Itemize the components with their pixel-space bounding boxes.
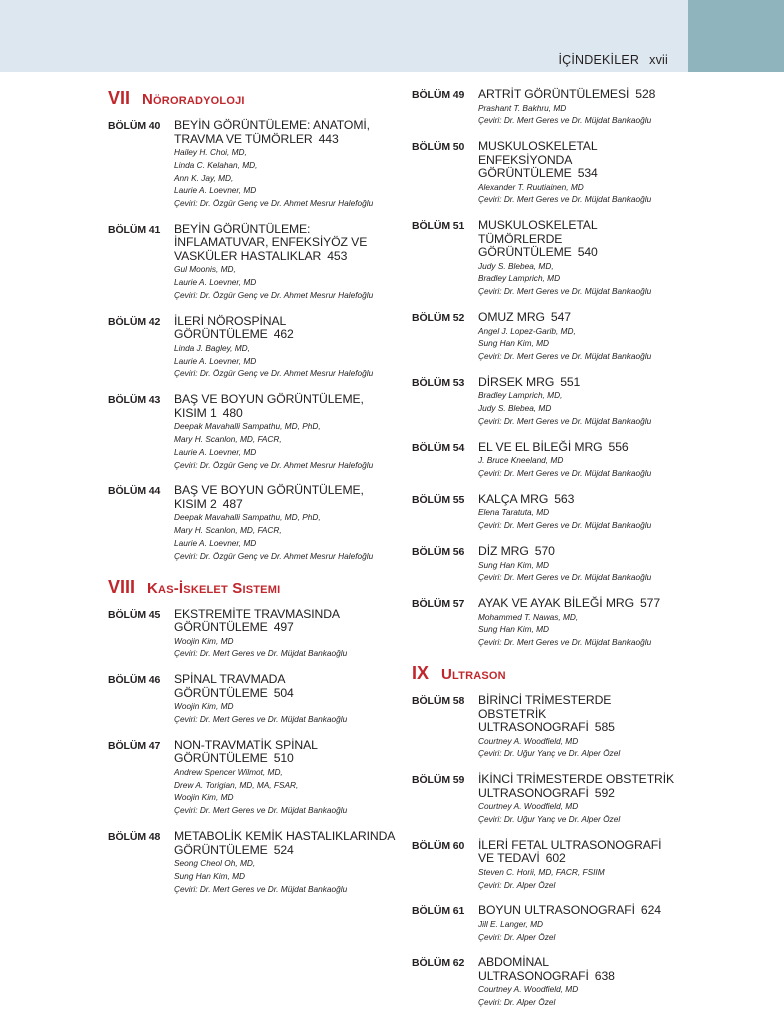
translator-line: Çeviri: Dr. Mert Geres ve Dr. Müjdat Bankaoğlu — [478, 194, 652, 205]
toc-entry[interactable] — [108, 119, 398, 210]
chapter-label: BÖLÜM 59 — [412, 774, 465, 787]
chapter-page: 453 — [327, 248, 348, 263]
author-line: Elena Taratuta, MD — [478, 507, 550, 518]
author-line: Deepak Mavahalli Sampathu, MD, PhD, — [174, 512, 321, 523]
toc-entry[interactable] — [108, 830, 398, 895]
author-line: Sung Han Kim, MD — [174, 870, 246, 881]
chapter-label: BÖLÜM 49 — [412, 89, 465, 101]
author-line: J. Bruce Kneeland, MD — [478, 455, 564, 466]
author-line: Courtney A. Woodfield, MD — [478, 984, 579, 995]
chapter-title-line — [174, 223, 398, 264]
chapter-label: BÖLÜM 45 — [108, 608, 161, 621]
chapter-label: BÖLÜM 40 — [108, 120, 161, 132]
toc-entry[interactable] — [412, 441, 680, 480]
chapter-page: 624 — [640, 903, 661, 918]
part-numeral: IX — [412, 663, 430, 684]
running-head-title: İÇİNDEKİLER — [558, 53, 640, 67]
chapter-label: BÖLÜM 62 — [412, 957, 465, 970]
chapter-title-line — [478, 493, 680, 507]
author-line: Woojin Kim, MD — [174, 792, 234, 803]
chapter-body — [174, 830, 398, 895]
chapter-page: 540 — [577, 245, 598, 260]
chapter-body — [478, 219, 680, 298]
chapter-body — [478, 839, 680, 892]
part-heading — [108, 577, 398, 598]
chapter-page: 638 — [594, 968, 615, 983]
chapter-label: BÖLÜM 52 — [412, 312, 465, 325]
author-line: Bradley Lamprich, MD — [478, 273, 561, 284]
chapter-title: BİRİNCİ TRİMESTERDE OBSTETRİK ULTRASONOGRAFİ — [478, 693, 612, 735]
toc-entry[interactable] — [108, 223, 398, 302]
chapter-page: 524 — [273, 842, 294, 857]
chapter-title: İLERİ NÖROSPİNAL GÖRÜNTÜLEME — [174, 313, 286, 342]
chapter-title: MUSKULOSKELETAL ENFEKSİYONDA GÖRÜNTÜLEME — [478, 139, 598, 181]
toc-entry[interactable] — [412, 311, 680, 363]
author-line: Alexander T. Ruutiainen, MD — [478, 181, 584, 192]
chapter-body — [174, 119, 398, 210]
toc-entry[interactable] — [108, 608, 398, 661]
chapter-label: BÖLÜM 41 — [108, 223, 161, 236]
chapter-label: BÖLÜM 50 — [412, 141, 465, 154]
chapter-title-line — [174, 315, 398, 342]
chapter-title-line — [478, 956, 680, 983]
chapter-title: DİZ MRG — [478, 544, 529, 559]
author-line: Woojin Kim, MD — [174, 701, 234, 712]
chapter-title: BAŞ VE BOYUN GÖRÜNTÜLEME, KISIM 1 — [174, 392, 364, 420]
chapter-body — [174, 223, 398, 302]
chapter-page: 510 — [273, 751, 294, 766]
chapter-title-line — [478, 545, 680, 559]
chapter-title: BEYİN GÖRÜNTÜLEME: İNFLAMATUVAR, ENFEKSİYÖZ VE VASKÜLER HASTALIKLAR — [174, 221, 368, 263]
chapter-title-line — [478, 140, 680, 181]
toc-entry[interactable] — [412, 773, 680, 826]
chapter-body — [174, 315, 398, 380]
chapter-title-line — [478, 597, 680, 611]
toc-entry[interactable] — [412, 904, 680, 943]
translator-line: Çeviri: Dr. Mert Geres ve Dr. Müjdat Bankaoğlu — [478, 351, 652, 362]
part-heading — [412, 663, 680, 684]
author-line: Laurie A. Loevner, MD — [174, 185, 257, 196]
chapter-body — [478, 140, 680, 206]
translator-line: Çeviri: Dr. Mert Geres ve Dr. Müjdat Bankaoğlu — [174, 714, 348, 725]
toc-entry[interactable] — [412, 694, 680, 760]
author-line: Linda C. Kelahan, MD, — [174, 159, 258, 170]
chapter-title: METABOLİK KEMİK HASTALIKLARINDA GÖRÜNTÜLEME — [174, 829, 395, 857]
chapter-title: BEYİN GÖRÜNTÜLEME: ANATOMİ, TRAVMA VE TÜMÖRLER — [174, 118, 370, 146]
translator-line: Çeviri: Dr. Mert Geres ve Dr. Müjdat Bankaoğlu — [478, 468, 652, 479]
chapter-title: SPİNAL TRAVMADA GÖRÜNTÜLEME — [174, 672, 285, 700]
translator-line: Çeviri: Dr. Özgür Genç ve Dr. Ahmet Mesrur Halefoğlu — [174, 198, 374, 209]
translator-line: Çeviri: Dr. Alper Özel — [478, 931, 556, 942]
translator-line: Çeviri: Dr. Özgür Genç ve Dr. Ahmet Mesrur Halefoğlu — [174, 550, 374, 561]
chapter-body — [174, 393, 398, 471]
translator-line: Çeviri: Dr. Mert Geres ve Dr. Müjdat Bankaoğlu — [478, 520, 652, 531]
chapter-page: 480 — [222, 405, 243, 420]
chapter-title-line — [478, 88, 680, 102]
translator-line: Çeviri: Dr. Alper Özel — [478, 879, 556, 890]
chapter-label: BÖLÜM 58 — [412, 695, 465, 708]
chapter-body — [478, 311, 680, 363]
author-line: Laurie A. Loevner, MD — [174, 538, 257, 549]
chapter-title-line — [478, 773, 680, 800]
author-line: Ann K. Jay, MD, — [174, 172, 234, 183]
chapter-page: 551 — [560, 374, 581, 389]
author-line: Mohammed T. Nawas, MD, — [478, 611, 579, 622]
chapter-title: OMUZ MRG — [478, 310, 545, 325]
chapter-title-line — [478, 376, 680, 390]
chapter-title-line — [478, 219, 680, 260]
chapter-body — [174, 484, 398, 562]
author-line: Drew A. Torigian, MD, MA, FSAR, — [174, 779, 299, 790]
chapter-label: BÖLÜM 47 — [108, 739, 161, 752]
chapter-body — [478, 773, 680, 826]
chapter-label: BÖLÜM 61 — [412, 905, 465, 918]
chapter-title-line — [174, 119, 398, 146]
chapter-label: BÖLÜM 56 — [412, 546, 465, 559]
translator-line: Çeviri: Dr. Mert Geres ve Dr. Müjdat Bankaoğlu — [478, 572, 652, 583]
chapter-title: İLERİ FETAL ULTRASONOGRAFİ VE TEDAVİ — [478, 837, 662, 866]
chapter-title-line — [478, 441, 680, 455]
author-line: Hailey H. Choi, MD, — [174, 147, 247, 157]
toc-entry[interactable] — [412, 376, 680, 428]
chapter-title-line — [174, 608, 398, 635]
author-line: Linda J. Bagley, MD, — [174, 342, 250, 353]
translator-line: Çeviri: Dr. Mert Geres ve Dr. Müjdat Bankaoğlu — [478, 286, 652, 297]
chapter-title: KALÇA MRG — [478, 491, 549, 506]
translator-line: Çeviri: Dr. Özgür Genç ve Dr. Ahmet Mesrur Halefoğlu — [174, 459, 374, 470]
toc-column-right — [412, 88, 680, 1022]
chapter-body — [478, 376, 680, 428]
toc-entry[interactable] — [412, 839, 680, 892]
author-line: Woojin Kim, MD — [174, 635, 234, 646]
author-line: Angel J. Lopez-Garib, MD, — [478, 325, 576, 336]
chapter-title-line — [174, 484, 398, 511]
part-title: Ultrason — [441, 666, 506, 684]
toc-entry[interactable] — [108, 393, 398, 471]
chapter-body — [478, 956, 680, 1009]
author-line: Laurie A. Loevner, MD — [174, 446, 257, 457]
author-line: Bradley Lamprich, MD, — [478, 390, 563, 401]
chapter-label: BÖLÜM 51 — [412, 220, 465, 233]
chapter-title: BAŞ VE BOYUN GÖRÜNTÜLEME, KISIM 2 — [174, 483, 364, 511]
translator-line: Çeviri: Dr. Uğur Yanç ve Dr. Alper Özel — [478, 748, 621, 759]
author-line: Judy S. Blebea, MD — [478, 403, 552, 414]
chapter-title-line — [174, 673, 398, 700]
toc-entry[interactable] — [108, 315, 398, 380]
chapter-body — [478, 493, 680, 532]
chapter-title-line — [174, 393, 398, 420]
author-line: Prashant T. Bakhru, MD — [478, 102, 567, 113]
chapter-page: 570 — [534, 544, 555, 559]
chapter-body — [478, 597, 680, 649]
author-line: Sung Han Kim, MD — [478, 559, 550, 570]
author-line: Deepak Mavahalli Sampathu, MD, PhD, — [174, 421, 321, 432]
running-head — [558, 53, 668, 67]
part-title: Kas-İskelet Sistemi — [147, 579, 281, 597]
chapter-page: 534 — [577, 166, 598, 181]
corner-tab — [688, 0, 784, 72]
chapter-title-line — [478, 904, 680, 918]
chapter-page: 443 — [318, 131, 339, 146]
part-numeral: VIII — [108, 576, 136, 597]
chapter-page: 556 — [608, 439, 629, 454]
chapter-page: 563 — [554, 491, 575, 506]
chapter-body — [478, 441, 680, 480]
toc-entry[interactable] — [412, 545, 680, 584]
chapter-title: BOYUN ULTRASONOGRAFİ — [478, 903, 635, 918]
chapter-page: 602 — [545, 851, 566, 866]
chapter-page: 547 — [550, 310, 571, 325]
chapter-title: EL VE EL BİLEĞİ MRG — [478, 439, 603, 454]
chapter-title: EKSTREMİTE TRAVMASINDA GÖRÜNTÜLEME — [174, 606, 340, 635]
chapter-page: 585 — [594, 720, 615, 735]
chapter-body — [174, 739, 398, 817]
chapter-title: MUSKULOSKELETAL TÜMÖRLERDE GÖRÜNTÜLEME — [478, 218, 598, 260]
author-line: Mary H. Scanlon, MD, FACR, — [174, 434, 282, 445]
part-title: Nöroradyoloji — [142, 91, 245, 108]
chapter-label: BÖLÜM 44 — [108, 485, 161, 498]
chapter-label: BÖLÜM 42 — [108, 315, 161, 328]
chapter-title: İKİNCİ TRİMESTERDE OBSTETRİK ULTRASONOGRAFİ — [478, 772, 675, 800]
toc-entry[interactable] — [108, 739, 398, 817]
author-line: Courtney A. Woodfield, MD — [478, 735, 579, 746]
chapter-page: 577 — [639, 596, 661, 611]
part-heading — [108, 88, 398, 109]
chapter-title-line — [478, 694, 680, 735]
chapter-label: BÖLÜM 48 — [108, 831, 161, 844]
translator-line: Çeviri: Dr. Mert Geres ve Dr. Müjdat Bankaoğlu — [478, 115, 652, 126]
chapter-body — [174, 608, 398, 661]
chapter-body — [174, 673, 398, 726]
author-line: Gul Moonis, MD, — [174, 264, 236, 275]
chapter-label: BÖLÜM 46 — [108, 674, 161, 687]
chapter-title: AYAK VE AYAK BİLEĞİ MRG — [478, 596, 634, 611]
chapter-title-line — [478, 839, 680, 866]
chapter-body — [478, 545, 680, 584]
author-line: Steven C. Horii, MD, FACR, FSIIM — [478, 866, 605, 877]
translator-line: Çeviri: Dr. Mert Geres ve Dr. Müjdat Bankaoğlu — [174, 883, 348, 894]
author-line: Seong Cheol Oh, MD, — [174, 858, 256, 869]
chapter-page: 487 — [222, 496, 243, 511]
author-line: Courtney A. Woodfield, MD — [478, 801, 579, 812]
author-line: Laurie A. Loevner, MD — [174, 355, 257, 366]
chapter-label: BÖLÜM 57 — [412, 598, 465, 611]
toc-entry[interactable] — [412, 956, 680, 1009]
chapter-label: BÖLÜM 60 — [412, 839, 465, 852]
chapter-page: 504 — [273, 685, 294, 700]
author-line: Andrew Spencer Wilmot, MD, — [174, 766, 283, 777]
toc-entry[interactable] — [108, 484, 398, 562]
chapter-label: BÖLÜM 54 — [412, 441, 465, 454]
chapter-title-line — [478, 311, 680, 325]
translator-line: Çeviri: Dr. Mert Geres ve Dr. Müjdat Bankaoğlu — [478, 416, 652, 427]
toc-entry[interactable] — [412, 88, 680, 127]
toc-entry[interactable] — [412, 140, 680, 206]
author-line: Judy S. Blebea, MD, — [478, 260, 554, 271]
chapter-title: NON-TRAVMATİK SPİNAL GÖRÜNTÜLEME — [174, 737, 318, 766]
translator-line: Çeviri: Dr. Alper Özel — [478, 997, 556, 1008]
chapter-label: BÖLÜM 55 — [412, 493, 465, 506]
translator-line: Çeviri: Dr. Mert Geres ve Dr. Müjdat Bankaoğlu — [174, 805, 348, 816]
chapter-title-line — [174, 830, 398, 857]
author-line: Jill E. Langer, MD — [478, 918, 544, 929]
page-number: xvii — [649, 53, 668, 67]
translator-line: Çeviri: Dr. Mert Geres ve Dr. Müjdat Bankaoğlu — [478, 637, 652, 648]
translator-line: Çeviri: Dr. Uğur Yanç ve Dr. Alper Özel — [478, 813, 621, 824]
toc-entry[interactable] — [412, 493, 680, 532]
toc-entry[interactable] — [412, 219, 680, 298]
chapter-body — [478, 904, 680, 943]
translator-line: Çeviri: Dr. Özgür Genç ve Dr. Ahmet Mesrur Halefoğlu — [174, 368, 374, 379]
chapter-label: BÖLÜM 53 — [412, 376, 465, 389]
translator-line: Çeviri: Dr. Özgür Genç ve Dr. Ahmet Mesrur Halefoğlu — [174, 290, 374, 301]
author-line: Mary H. Scanlon, MD, FACR, — [174, 525, 282, 536]
chapter-page: 592 — [594, 785, 615, 800]
chapter-title-line — [174, 739, 398, 766]
chapter-page: 462 — [273, 327, 294, 342]
toc-column-left — [108, 88, 398, 908]
chapter-page: 497 — [273, 620, 294, 635]
part-numeral: VII — [108, 88, 131, 108]
chapter-title: ABDOMİNAL ULTRASONOGRAFİ — [478, 955, 589, 983]
translator-line: Çeviri: Dr. Mert Geres ve Dr. Müjdat Bankaoğlu — [174, 648, 348, 659]
chapter-page: 528 — [635, 87, 656, 101]
author-line: Sung Han Kim, MD — [478, 624, 550, 635]
chapter-body — [478, 88, 680, 127]
chapter-title: ARTRİT GÖRÜNTÜLEMESİ — [478, 87, 630, 101]
author-line: Sung Han Kim, MD — [478, 338, 550, 349]
toc-entry[interactable] — [412, 597, 680, 649]
chapter-body — [478, 694, 680, 760]
chapter-title: DİRSEK MRG — [478, 374, 555, 389]
chapter-label: BÖLÜM 43 — [108, 394, 161, 407]
toc-entry[interactable] — [108, 673, 398, 726]
author-line: Laurie A. Loevner, MD — [174, 277, 257, 288]
